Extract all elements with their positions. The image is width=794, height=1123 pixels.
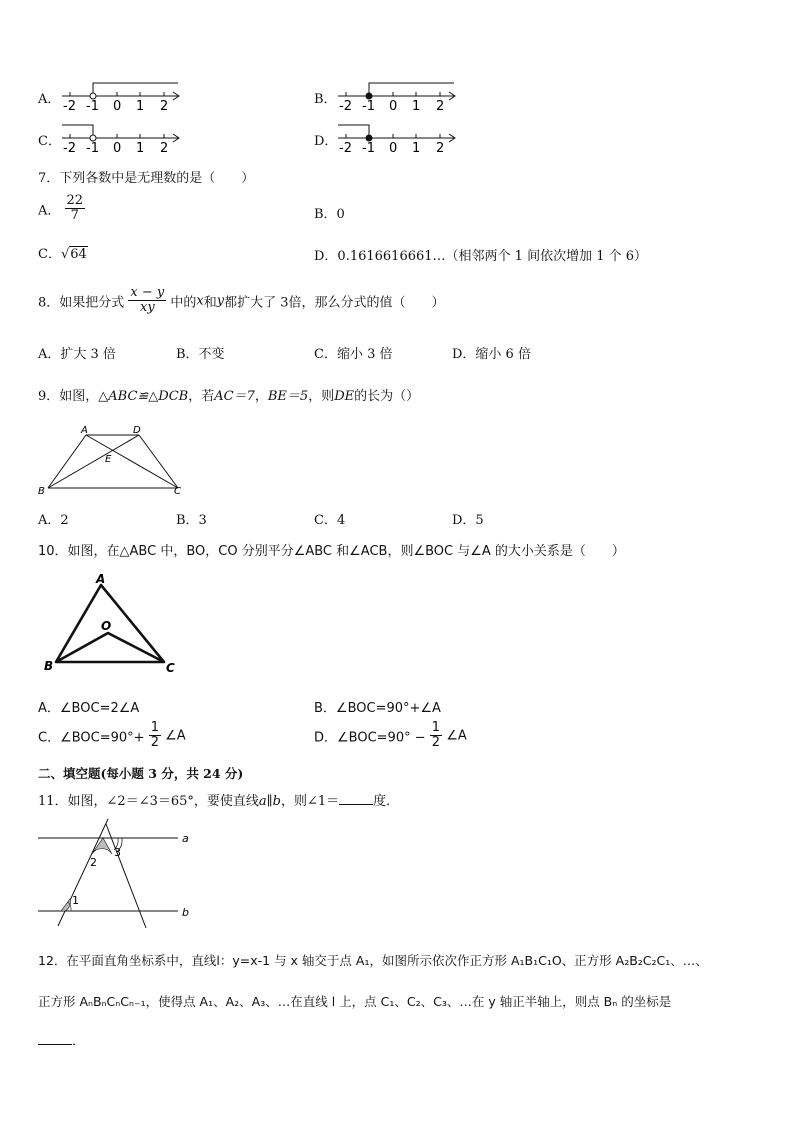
fraction-numerator: 1 [431,720,441,735]
q9-option-a: A．2 [38,513,69,528]
q6-number-line-d [336,122,461,154]
fraction-denominator: 2 [150,735,159,751]
q8-stem-pre: 8．如果把分式 [38,295,125,311]
point-label-d: D [133,425,141,436]
line-label-b: b [182,906,189,919]
q12-answer-line [38,1030,85,1049]
tick-label: 0 [113,141,122,154]
q11-stem [38,790,399,809]
q11-lines: a∥b [258,794,281,809]
q7-option-a [38,194,85,224]
q9-congruence: △ABC≌△DCB [98,389,189,404]
q9-comma: ， [254,389,268,404]
tick-label: 1 [412,99,421,112]
tick-label: 0 [113,99,122,112]
sqrt-icon: √ [60,247,70,262]
q11-unit: 度． [373,794,400,809]
point-label-a: A [81,425,88,436]
q12-line1: 12．在平面直角坐标系中，直线l：y=x-1 与 x 轴交于点 A₁，如图所示依次作正方形 A₁B₁C₁O、正方形 A₂B₂C₂C₁、…、 [38,953,708,968]
q7-a-fraction [65,194,86,224]
q7-stem: 7．下列各数中是无理数的是（ ） [38,171,255,186]
q6-number-line-c [60,122,185,154]
angle-1-mark [61,899,70,911]
q9-stem-then: ，则 [308,389,335,404]
tick-label: -1 [86,99,99,112]
q6-option-c-label: C． [38,134,61,149]
tick-label: -1 [362,99,375,112]
q6-option-b-label: B． [314,92,337,107]
q7-option-b: B．0 [314,207,345,222]
tick-label: 1 [412,141,421,154]
q12-answer-blank[interactable] [38,1032,72,1045]
tick-label: -1 [362,141,375,154]
q10-c-fraction [149,721,161,751]
q8-fraction [128,286,166,316]
q9-option-b: B．3 [176,513,207,528]
q10-option-d [314,721,467,751]
q10-c-post: ∠A [165,728,186,744]
line-label-a: a [182,832,189,845]
q8-stem-mid2: 和 [203,295,217,311]
q10-stem: 10．如图，在△ABC 中，BO，CO 分别平分∠ABC 和∠ACB，则∠BOC 与∠A 的大小关系是（ ） [38,544,625,559]
q8-option-c: C．缩小 3 倍 [314,347,393,362]
q8-var-x: x [196,293,204,309]
q7-option-d: D．0.1616616661…（相邻两个 1 间依次增加 1 个 6） [314,249,648,264]
angle-label-2: 2 [90,856,97,869]
q11-stem-post: ，则∠1＝ [281,794,340,809]
tick-label: 2 [436,141,445,154]
q9-stem-mid: ，若 [188,389,215,404]
q6-number-line-a [60,80,185,112]
q10-d-fraction [430,721,442,751]
point-label-o: O [101,619,112,633]
q9-option-d: D．5 [452,513,484,528]
q10-d-pre: D．∠BOC=90° − [314,730,426,746]
tick-label: 1 [136,141,145,154]
q9-stem-pre: 9．如图， [38,389,99,404]
q8-option-a: A．扩大 3 倍 [38,347,116,362]
point-label-c: C [166,661,175,675]
point-label-b: B [38,486,45,497]
fraction-numerator: 22 [66,193,84,208]
fraction-denominator: 7 [70,208,79,224]
q10-figure [40,570,185,678]
tick-label: -2 [339,99,352,112]
q9-de: DE [334,389,355,404]
tick-label: 2 [436,99,445,112]
q8-stem-mid1: 中的 [170,295,197,311]
q8-var-y: y [216,293,225,309]
tick-label: -2 [63,141,76,154]
point-label-c: C [174,486,181,497]
q11-stem-pre: 11．如图，∠2＝∠3＝65°，要使直线 [38,794,259,809]
q9-ac: AC＝7 [214,389,255,404]
q10-d-post: ∠A [446,728,467,744]
tick-label: -2 [63,99,76,112]
q10-option-c [38,721,186,751]
q7-option-c [38,243,88,262]
tick-label: 1 [136,99,145,112]
fraction-denominator: xy [140,300,155,316]
q10-option-b: B．∠BOC=90°+∠A [314,701,441,716]
q7-c-label: C． [38,247,61,262]
tick-label: -2 [339,141,352,154]
q9-stem [38,385,419,404]
q8-option-b: B．不变 [176,347,225,362]
q7-a-label: A． [38,203,61,219]
fraction-numerator: 1 [150,720,159,735]
tick-label: 0 [389,141,398,154]
tick-label: 0 [389,99,398,112]
point-label-b: B [44,659,54,673]
tick-label: 2 [160,141,169,154]
q10-option-a: A．∠BOC=2∠A [38,701,140,716]
point-label-e: E [105,454,112,465]
section-heading-fill-blank: 二、填空题(每小题 3 分，共 24 分) [38,766,244,781]
tick-label: -1 [86,141,99,154]
q6-number-line-b [336,80,461,112]
q9-be: BE＝5 [267,389,309,404]
angle-label-1: 1 [72,894,79,907]
q8-stem-post: 都扩大了 3倍，那么分式的值（ ） [224,295,445,311]
q8-stem [38,286,445,316]
q12-line2: 正方形 AₙBₙCₙCₙ₋₁，使得点 A₁、A₂、A₃、…在直线 l 上，点 C₁、C₂、C₃、…在 y 轴正半轴上，则点 Bₙ 的坐标是 [38,994,672,1009]
fraction-denominator: 2 [431,735,441,751]
q9-option-c: C．4 [314,513,346,528]
q6-option-d-label: D． [314,134,338,149]
point-label-a: A [96,572,106,586]
fraction-numerator: x − y [130,285,165,300]
q10-c-pre: C．∠BOC=90°+ [38,730,145,746]
tick-label: 2 [160,99,169,112]
q8-option-d: D．缩小 6 倍 [452,347,531,362]
q9-figure [36,422,196,500]
q7-c-radicand: 64 [70,247,87,262]
q6-option-a-label: A． [38,92,61,107]
q11-answer-blank[interactable] [339,792,373,805]
q9-stem-post: 的长为（） [354,389,420,404]
q11-figure [34,816,196,934]
q12-end-mark: ． [72,1034,86,1049]
angle-label-3: 3 [114,846,121,859]
